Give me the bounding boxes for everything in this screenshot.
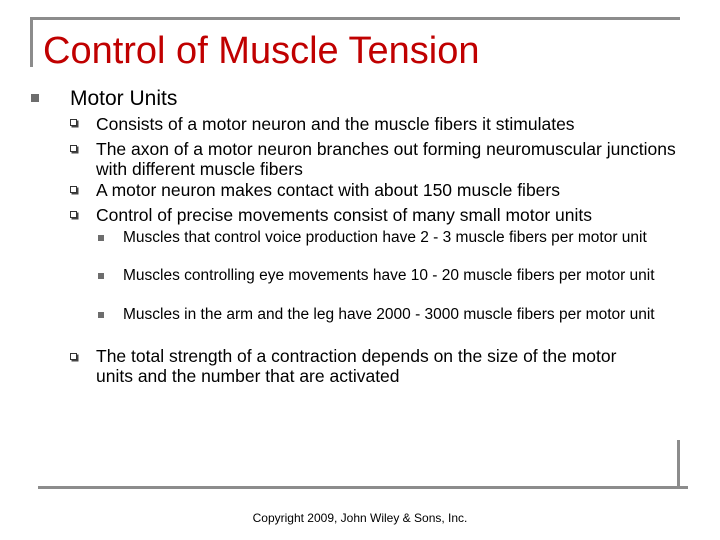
frame-bottom-rule <box>38 486 688 489</box>
bullet-precise-movements: Control of precise movements consist of many small motor units <box>96 205 593 225</box>
bullet-total-strength: The total strength of a contraction depends on the size of the motor units and the number that are activated <box>96 346 617 386</box>
slide-title: Control of Muscle Tension <box>43 30 480 72</box>
hollow-square-bullet-icon <box>70 211 77 218</box>
hollow-square-bullet-icon <box>70 353 77 360</box>
copyright-footer: Copyright 2009, John Wiley & Sons, Inc. <box>252 511 468 525</box>
hollow-square-bullet-icon <box>70 145 77 152</box>
hollow-square-bullet-icon <box>70 119 77 126</box>
frame-right-rule <box>677 440 680 489</box>
square-bullet-icon <box>31 94 39 102</box>
square-bullet-icon <box>98 273 104 279</box>
hollow-square-bullet-icon <box>70 186 77 193</box>
sub-bullet-eye: Muscles controlling eye movements have 10 - 20 muscle fibers per motor unit <box>123 267 655 284</box>
frame-top-rule <box>30 17 680 20</box>
bullet-contact: A motor neuron makes contact with about 150 muscle fibers <box>96 180 560 200</box>
bullet-consists: Consists of a motor neuron and the muscle fibers it stimulates <box>96 114 575 134</box>
main-bullet-motor-units: Motor Units <box>70 87 178 110</box>
square-bullet-icon <box>98 312 104 318</box>
sub-bullet-voice: Muscles that control voice production have 2 - 3 muscle fibers per motor unit <box>123 229 647 246</box>
bullet-axon: The axon of a motor neuron branches out forming neuromuscular junctions with different muscle fibers <box>96 139 676 179</box>
square-bullet-icon <box>98 235 104 241</box>
sub-bullet-arm-leg: Muscles in the arm and the leg have 2000 - 3000 muscle fibers per motor unit <box>123 306 655 323</box>
frame-left-rule <box>30 17 33 67</box>
